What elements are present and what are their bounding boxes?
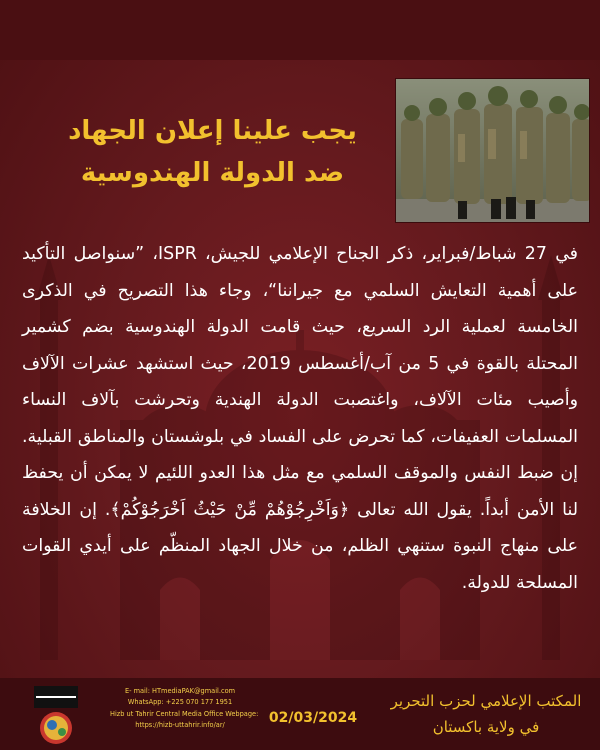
soldiers-photo: [395, 78, 590, 223]
office-line-1: المكتب الإعلامي لحزب التحرير: [390, 692, 582, 710]
office-line-2: في ولاية باكستان: [432, 718, 540, 736]
headline-line-2: ضد الدولة الهندوسية: [80, 158, 345, 188]
contact-whatsapp: WhatsApp: +225 070 177 1951: [127, 698, 233, 707]
contact-webpage-link[interactable]: https://hizb-uttahrir.info/ar/: [135, 721, 225, 730]
headline-line-1: يجب علينا إعلان الجهاد: [68, 116, 357, 146]
media-office-logo-icon: [12, 682, 100, 746]
headline: [40, 110, 385, 194]
contact-webpage-label: Hizb ut Tahrir Central Media Office Webpage:: [110, 709, 259, 718]
contact-info: [110, 686, 259, 732]
body-paragraph: في 27 شباط/فبراير، ذكر الجناح الإعلامي للجيش، ISPR، ”سنواصل التأكيد على أهمية التعايش السلمي مع جيراننا“، وجاء هذا التصريح في الذكرى الخامسة لعملية الرد السريع، حيث قامت الدولة الهندوسية بضم كشمير المحتلة بالقوة في 5 من آب/أغسطس 2019، حيث استشهد عشرات الآلاف وأصيب مئات الآلاف، واغتصبت الدولة الهندية وتحرشت بآلاف النساء المسلمات العفيفات، كما تحرض على الفساد في بلوشستان والمناطق القبلية. إن ضبط النفس والموقف السلمي مع مثل هذا العدو اللئيم لا يمكن أن يحفظ لنا الأمن أبداً. يقول الله تعالى ﴿وَاَخْرِجُوْهُمْ مِّنْ حَيْثُ اَخْرَجُوْكُمْ﴾. إن الخلافة على منهاج النبوة ستنهي الظلم، من خلال الجهاد المنظّم على أيدي القوات المسلحة للدولة.: [22, 244, 579, 593]
contact-email[interactable]: E- mail: HTmediaPAK@gmail.com: [124, 687, 236, 695]
release-date: 02/03/2024: [268, 710, 358, 726]
media-office-name: [386, 688, 586, 740]
